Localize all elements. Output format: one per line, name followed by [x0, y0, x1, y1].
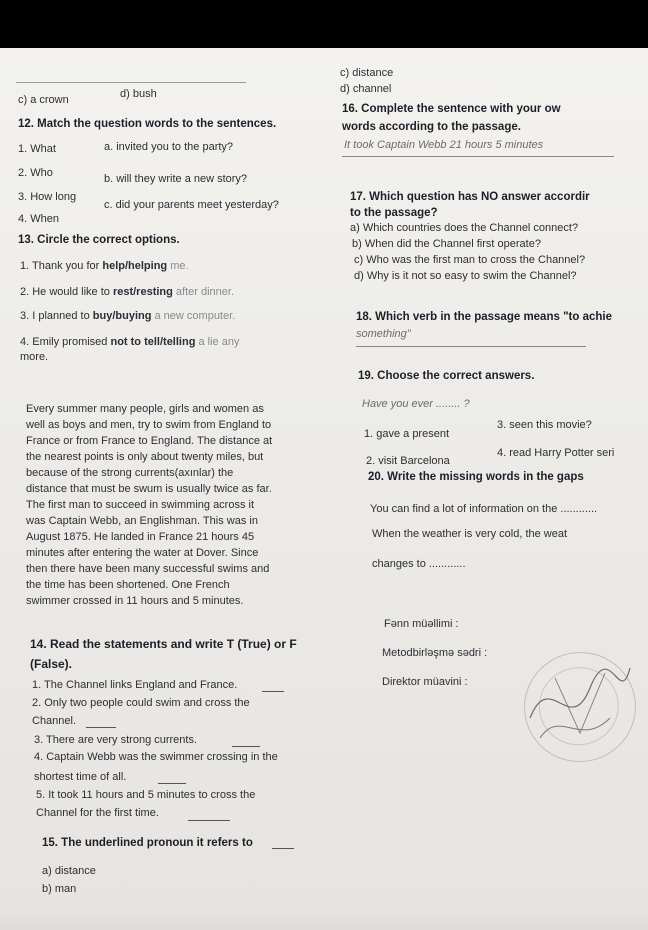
- passage-line: France or from France to England. The distance at: [26, 435, 273, 447]
- q14-statement-3: 3. There are very strong currents.: [34, 734, 198, 746]
- q14-statement-2: 2. Only two people could swim and cross the: [32, 697, 250, 709]
- q17-option-a: a) Which countries does the Channel connect?: [350, 222, 579, 234]
- q15-option-d: d) channel: [340, 83, 392, 95]
- q19-option-3: 3. seen this movie?: [497, 419, 592, 431]
- q14-statement-1: 1. The Channel links England and France.: [32, 679, 238, 691]
- q18-answer-line[interactable]: [356, 346, 586, 347]
- q19-title: 19. Choose the correct answers.: [358, 370, 535, 382]
- q17-title-line1: 17. Which question has NO answer accordir: [350, 191, 590, 203]
- q14-answer-blank-3[interactable]: [232, 746, 260, 747]
- q17-option-b: b) When did the Channel first operate?: [352, 238, 541, 250]
- q14-title-line2: (False).: [30, 657, 73, 671]
- q13-title: 13. Circle the correct options.: [18, 234, 180, 246]
- q13-item-2: 2. He would like to rest/resting after dinner.: [20, 286, 235, 298]
- q11-option-d: d) bush: [120, 88, 157, 100]
- passage-line: Every summer many people, girls and women as: [26, 403, 264, 415]
- q16-title-line1: 16. Complete the sentence with your ow: [342, 103, 561, 115]
- page-shadow: [0, 908, 648, 930]
- q18-title-cont: something": [356, 328, 411, 340]
- q14-answer-blank-4[interactable]: [158, 783, 186, 784]
- passage-line: The first man to succeed in swimming across it: [26, 499, 255, 511]
- q19-option-1: 1. gave a present: [364, 428, 450, 440]
- passage-line: was Captain Webb, an Englishman. This was in: [26, 515, 258, 527]
- passage-line: well as boys and men, try to swim from England to: [26, 419, 272, 431]
- signature-scribble: [520, 648, 640, 768]
- q17-option-c: c) Who was the first man to cross the Channel?: [354, 254, 586, 266]
- worksheet-page: [0, 48, 648, 930]
- q14-statement-4-cont: shortest time of all.: [34, 771, 127, 783]
- q17-option-d: d) Why is it not so easy to swim the Channel?: [354, 270, 577, 282]
- q12-sentence-a: a. invited you to the party?: [104, 141, 234, 153]
- q15-option-a: a) distance: [42, 865, 96, 877]
- q13-item-3: 3. I planned to buy/buying a new computer.: [20, 310, 236, 322]
- q12-word-2: 2. Who: [18, 167, 53, 179]
- q19-option-4: 4. read Harry Potter seri: [497, 447, 615, 459]
- q16-title-line2: words according to the passage.: [342, 121, 521, 133]
- q12-word-3: 3. How long: [18, 191, 77, 203]
- passage-line: then there have been many successful swims and: [26, 563, 270, 575]
- q15-answer-blank[interactable]: [272, 848, 294, 849]
- q19-prompt: Have you ever ........ ?: [362, 398, 470, 410]
- passage-line: the time has been shortened. One French: [26, 579, 230, 591]
- passage-line: minutes after entering the water at Dover. Since: [26, 547, 259, 559]
- q14-title-line1: 14. Read the statements and write T (True) or F: [30, 637, 297, 651]
- q14-statement-5: 5. It took 11 hours and 5 minutes to cross the: [36, 789, 256, 801]
- footer-methodic-head-label: Metodbirləşmə sədri :: [382, 647, 488, 659]
- q12-word-1: 1. What: [18, 143, 56, 155]
- q18-title: 18. Which verb in the passage means "to achie: [356, 311, 612, 323]
- q12-sentence-c: c. did your parents meet yesterday?: [104, 199, 279, 211]
- footer-teacher-label: Fənn müəllimi :: [384, 618, 459, 630]
- q14-answer-blank-2[interactable]: [86, 727, 116, 728]
- footer-deputy-director-label: Direktor müavini :: [382, 676, 468, 688]
- q12-title: 12. Match the question words to the sentences.: [18, 118, 277, 130]
- q14-answer-blank-5[interactable]: [188, 820, 230, 821]
- top-rule-left: [16, 82, 246, 83]
- q20-sentence-2-cont: changes to ............: [372, 558, 466, 570]
- q13-item-4: 4. Emily promised not to tell/telling a lie any: [20, 336, 240, 348]
- q15-option-c: c) distance: [340, 67, 394, 79]
- q14-statement-5-cont: Channel for the first time.: [36, 807, 159, 819]
- q14-statement-2-cont: Channel.: [32, 715, 77, 727]
- passage-line: distance that must be swum is usually twice as far.: [26, 483, 272, 495]
- passage-line: the nearest points is only about twenty miles, but: [26, 451, 264, 463]
- q15-title: 15. The underlined pronoun it refers to: [42, 837, 253, 849]
- passage-line: August 1875. He landed in France 21 hours 45: [26, 531, 255, 543]
- q19-option-2: 2. visit Barcelona: [366, 455, 450, 467]
- q20-sentence-2: When the weather is very cold, the weat: [372, 528, 568, 540]
- q11-option-c: c) a crown: [18, 94, 69, 106]
- q13-item-1: 1. Thank you for help/helping me.: [20, 260, 189, 272]
- q16-answer-line[interactable]: [342, 156, 614, 157]
- q12-word-4: 4. When: [18, 213, 59, 225]
- q14-statement-4: 4. Captain Webb was the swimmer crossing in the: [34, 751, 278, 763]
- q20-sentence-1: You can find a lot of information on the ............: [370, 503, 598, 515]
- q13-item-4-cont: more.: [20, 351, 49, 363]
- top-black-bar: [0, 0, 648, 50]
- q15-option-b: b) man: [42, 883, 77, 895]
- passage-line: because of the strong currents(axınlar) the: [26, 467, 234, 479]
- q12-sentence-b: b. will they write a new story?: [104, 173, 248, 185]
- q17-title-line2: to the passage?: [350, 207, 438, 219]
- q16-handwritten-answer: It took Captain Webb 21 hours 5 minutes: [344, 139, 544, 151]
- passage-line: swimmer crossed in 11 hours and 5 minutes.: [26, 595, 244, 607]
- q20-title: 20. Write the missing words in the gaps: [368, 471, 584, 483]
- q14-answer-blank-1[interactable]: [262, 691, 284, 692]
